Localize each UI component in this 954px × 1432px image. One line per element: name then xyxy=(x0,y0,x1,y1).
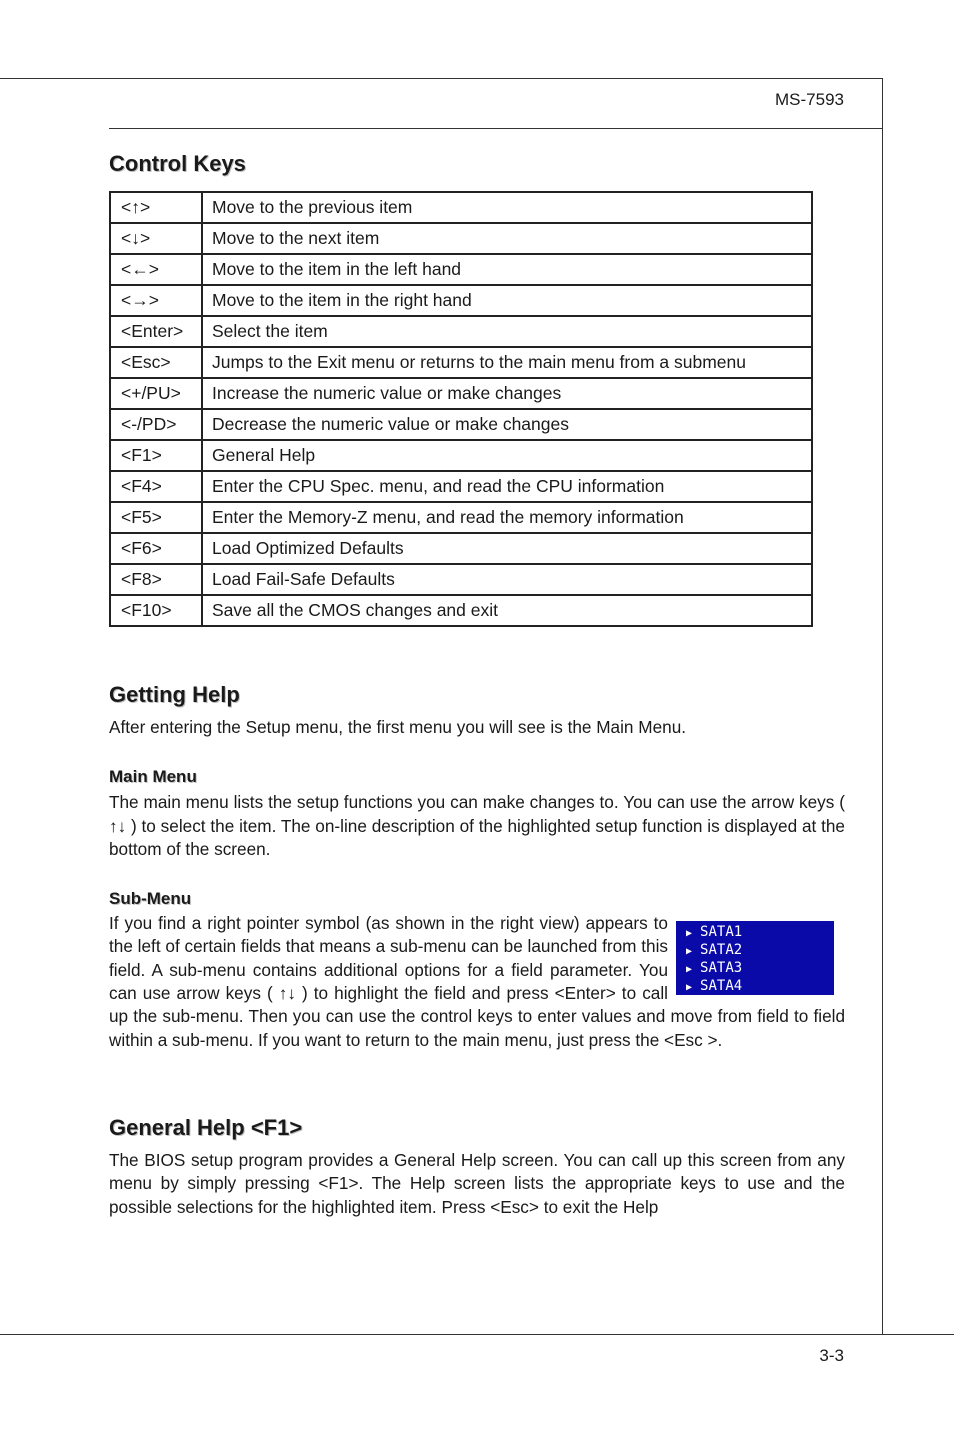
control-key-description: Enter the Memory-Z menu, and read the memory information xyxy=(202,502,812,533)
control-key: <F1> xyxy=(110,440,202,471)
control-key: <F8> xyxy=(110,564,202,595)
control-key: <↑> xyxy=(110,192,202,223)
bios-submenu-item xyxy=(676,923,834,941)
control-key-description: Increase the numeric value or make changes xyxy=(202,378,812,409)
header-rule xyxy=(0,78,883,79)
control-key: <F5> xyxy=(110,502,202,533)
right-margin-rule xyxy=(882,78,883,1335)
bios-submenu-item xyxy=(676,977,834,995)
table-row xyxy=(110,564,812,595)
general-help-text: The BIOS setup program provides a General Help screen. You can call up this screen from any menu by simply pressing <F1>. The Help screen lists the appropriate keys to use and the possible selections for the highlighted item. Press <Esc> to exit the Help xyxy=(109,1150,845,1217)
control-key: <→> xyxy=(110,285,202,316)
bios-submenu-item xyxy=(676,941,834,959)
table-row xyxy=(110,347,812,378)
control-key: <Esc> xyxy=(110,347,202,378)
table-row xyxy=(110,440,812,471)
bios-submenu-label: SATA1 xyxy=(700,924,743,941)
right-pointer-icon: ▶ xyxy=(686,946,693,958)
bios-submenu-label: SATA3 xyxy=(700,960,743,977)
getting-help-intro: After entering the Setup menu, the first menu you will see is the Main Menu. xyxy=(109,717,687,737)
control-key-description: General Help xyxy=(202,440,812,471)
control-key: <-/PD> xyxy=(110,409,202,440)
table-row xyxy=(110,378,812,409)
bios-submenu-label: SATA2 xyxy=(700,942,743,959)
table-row xyxy=(110,533,812,564)
sub-menu-text: If you find a right pointer symbol (as shown in the right view) appears to the left of certain fields that means a sub-menu can be launched from this field. A sub-menu contains additional options for a field parameter. You can use arrow keys ( ↑↓ ) to highlight the field and press <Enter> to call up the sub-menu. Then you can use the control keys to enter values and move from field to field within a sub-menu. If you want to return to the main menu, just press the <Esc >. xyxy=(109,913,845,1050)
table-row xyxy=(110,595,812,626)
control-key-description: Decrease the numeric value or make changes xyxy=(202,409,812,440)
general-help-section xyxy=(109,1115,845,1219)
bios-submenu-label: SATA4 xyxy=(700,978,743,995)
model-number: MS-7593 xyxy=(775,90,844,109)
control-key: <+/PU> xyxy=(110,378,202,409)
getting-help-heading: Getting Help xyxy=(109,682,240,707)
control-key-description: Move to the next item xyxy=(202,223,812,254)
control-key: <F6> xyxy=(110,533,202,564)
control-key-description: Select the item xyxy=(202,316,812,347)
header-underline xyxy=(109,128,883,129)
page-number: 3-3 xyxy=(819,1346,844,1365)
control-keys-heading: Control Keys xyxy=(109,151,246,176)
table-row xyxy=(110,471,812,502)
right-pointer-icon: ▶ xyxy=(686,928,693,940)
control-key: <F10> xyxy=(110,595,202,626)
sub-menu-heading: Sub-Menu xyxy=(109,889,192,909)
control-key-description: Enter the CPU Spec. menu, and read the CPU information xyxy=(202,471,812,502)
control-key: <↓> xyxy=(110,223,202,254)
control-key-description: Move to the item in the left hand xyxy=(202,254,812,285)
control-keys-section xyxy=(109,151,845,627)
bios-submenu-item xyxy=(676,959,834,977)
table-row xyxy=(110,223,812,254)
right-pointer-icon: ▶ xyxy=(686,964,693,976)
general-help-heading: General Help <F1> xyxy=(109,1115,303,1140)
table-row xyxy=(110,285,812,316)
sub-menu-body xyxy=(109,912,845,1052)
control-keys-table xyxy=(109,191,813,627)
table-row xyxy=(110,502,812,533)
table-row xyxy=(110,409,812,440)
getting-help-section xyxy=(109,682,845,1052)
control-key: <F4> xyxy=(110,471,202,502)
table-row xyxy=(110,192,812,223)
bios-submenu-preview xyxy=(676,921,834,995)
control-key-description: Load Optimized Defaults xyxy=(202,533,812,564)
control-key: <←> xyxy=(110,254,202,285)
right-pointer-icon: ▶ xyxy=(686,982,693,994)
control-key-description: Load Fail-Safe Defaults xyxy=(202,564,812,595)
footer-rule xyxy=(0,1334,954,1335)
control-key-description: Move to the previous item xyxy=(202,192,812,223)
control-key: <Enter> xyxy=(110,316,202,347)
table-row xyxy=(110,316,812,347)
main-menu-heading: Main Menu xyxy=(109,767,197,787)
control-key-description: Save all the CMOS changes and exit xyxy=(202,595,812,626)
table-row xyxy=(110,254,812,285)
main-menu-text: The main menu lists the setup functions you can make changes to. You can use the arrow keys ( ↑↓ ) to select the item. The on-line description of the highlighted setup function is displayed at the bottom of the screen. xyxy=(109,792,845,859)
control-key-description: Jumps to the Exit menu or returns to the main menu from a submenu xyxy=(202,347,812,378)
control-key-description: Move to the item in the right hand xyxy=(202,285,812,316)
